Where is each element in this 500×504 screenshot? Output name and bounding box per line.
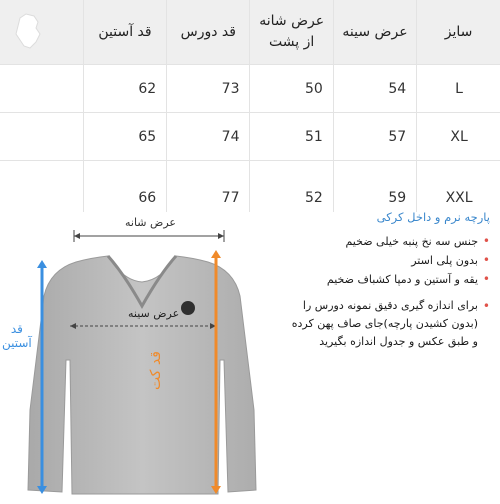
feature-list xyxy=(228,232,490,351)
feature-item: • یقه و آستین و دمپا کشباف ضخیم xyxy=(228,270,490,289)
table-row xyxy=(0,113,500,161)
header-sleeve-length: قد آستین xyxy=(83,0,166,65)
table-cell-size: XL xyxy=(417,113,500,161)
table-row xyxy=(0,65,500,113)
table-cell-chest: 57 xyxy=(333,113,416,161)
feature-item: • جنس سه نخ پنبه خیلی ضخیم xyxy=(228,232,490,251)
note-line: و طبق عکس و جدول اندازه بگیرید xyxy=(319,335,478,348)
note-line: (بدون کشیدن پارچه)جای صاف پهن کرده xyxy=(291,317,478,330)
shoulder-label: عرض شانه xyxy=(125,216,176,229)
table-cell-length: 73 xyxy=(167,65,250,113)
table-cell-length: 74 xyxy=(167,113,250,161)
header-body-length: قد دورس xyxy=(167,0,250,65)
table-cell-empty xyxy=(0,113,83,161)
table-cell-empty xyxy=(0,161,83,213)
note-line: برای اندازه گیری دقیق نمونه دورس را xyxy=(302,299,478,312)
table-cell-sleeve: 65 xyxy=(83,113,166,161)
table-header-row xyxy=(0,0,500,65)
table-cell-shoulder: 51 xyxy=(250,113,333,161)
bullet-icon: • xyxy=(482,234,490,248)
measurement-note xyxy=(228,297,490,351)
bullet-icon: • xyxy=(482,272,490,286)
table-header-logo-cell xyxy=(0,0,83,65)
table-cell-sleeve: 62 xyxy=(83,65,166,113)
chest-logo xyxy=(181,301,195,315)
table-cell-size: XXL xyxy=(417,161,500,213)
size-table xyxy=(0,0,500,212)
table-cell-shoulder: 50 xyxy=(250,65,333,113)
header-size: سایز xyxy=(417,0,500,65)
table-cell-length: 77 xyxy=(167,161,250,213)
bullet-icon: • xyxy=(482,299,490,313)
table-row xyxy=(0,161,500,213)
feature-item: • بدون پلی استر xyxy=(228,251,490,270)
table-cell-shoulder: 52 xyxy=(250,161,333,213)
map-logo-icon xyxy=(14,12,42,52)
shirt-illustration xyxy=(0,210,260,500)
product-description xyxy=(228,210,490,351)
shirt-shape xyxy=(28,256,256,494)
table-cell-chest: 59 xyxy=(333,161,416,213)
table-cell-size: L xyxy=(417,65,500,113)
chest-label: عرض سینه xyxy=(128,307,180,320)
table-cell-sleeve: 66 xyxy=(83,161,166,213)
table-cell-empty xyxy=(0,65,83,113)
bullet-icon: • xyxy=(482,253,490,267)
length-label: قد کت xyxy=(148,351,164,390)
shirt-diagram xyxy=(0,210,260,500)
description-title: پارچه نرم و داخل کرکی xyxy=(376,210,490,224)
sleeve-label: قد آستین xyxy=(2,322,32,350)
header-shoulder-width: عرض شانه از پشت xyxy=(250,0,333,65)
header-chest-width: عرض سینه xyxy=(333,0,416,65)
table-cell-chest: 54 xyxy=(333,65,416,113)
